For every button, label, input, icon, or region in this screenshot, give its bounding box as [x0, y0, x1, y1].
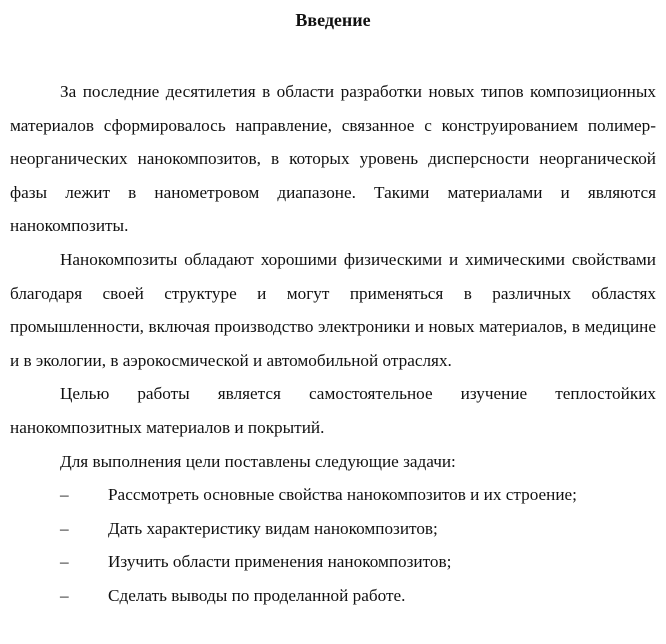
list-item [10, 545, 656, 579]
task-text: Изучить области применения нанокомпозитов; [108, 552, 452, 572]
list-item [10, 579, 656, 613]
list-item [10, 478, 656, 512]
task-text: Дать характеристику видам нанокомпозитов; [108, 518, 438, 538]
dash-bullet: – [60, 552, 69, 572]
task-text: Рассмотреть основные свойства нанокомпозитов и их строение; [108, 485, 577, 505]
paragraph-3: Целью работы является самостоятельное изучение теплостойких нанокомпозитных материалов и покрытий. [10, 384, 656, 437]
dash-bullet: – [60, 485, 69, 505]
paragraph-1: За последние десятилетия в области разработки новых типов композиционных материалов сформировалось направление, связанное с конструированием полимер-неорганических нанокомпозитов, в которых уровень дисперсности неорганической фазы лежит в нанометровом диапазоне. Такими материалами и являются нанокомпозиты. [10, 82, 656, 236]
document-page [10, 0, 656, 613]
task-text: Сделать выводы по проделанной работе. [108, 585, 406, 605]
list-item [10, 512, 656, 546]
document-title: Введение [295, 10, 371, 30]
title-spacer [10, 32, 656, 75]
tasks-intro: Для выполнения цели поставлены следующие задачи: [60, 451, 456, 471]
paragraph-2: Нанокомпозиты обладают хорошими физическими и химическими свойствами благодаря своей структуре и могут применяться в различных областях промышленности, включая производство электроники и новых материалов, в медицине и в экологии, в аэрокосмической и автомобильной отраслях. [10, 249, 656, 370]
dash-bullet: – [60, 518, 69, 538]
dash-bullet: – [60, 585, 69, 605]
task-list [10, 478, 656, 612]
